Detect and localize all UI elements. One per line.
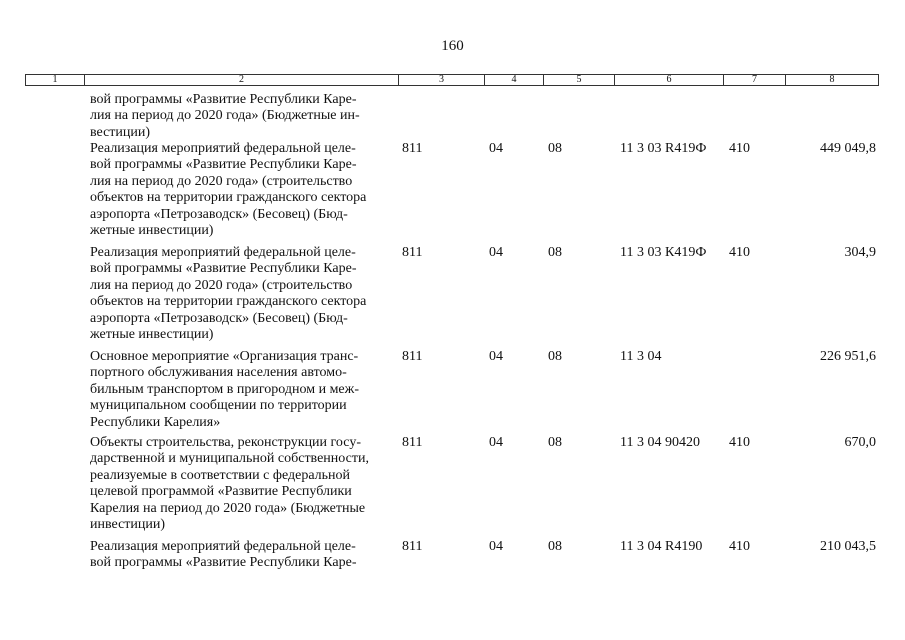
amount: 210 043,5 — [820, 539, 876, 554]
ministry-code: 811 — [402, 141, 423, 156]
row-description: вой программы «Развитие Республики Каре- лия на период до 2020 года» (Бюджетные ин- вестиции) — [90, 92, 360, 140]
target-article-code: 11 3 04 R4190 — [620, 539, 703, 554]
row-description: Реализация мероприятий федеральной целе- вой программы «Развитие Республики Каре- — [90, 539, 357, 571]
ministry-code: 811 — [402, 435, 423, 450]
expense-type-code: 410 — [729, 539, 750, 554]
header-col-3: 3 — [399, 75, 485, 85]
section-code: 04 — [489, 141, 503, 156]
subsection-code: 08 — [548, 141, 562, 156]
target-article-code: 11 3 03 R419Ф — [620, 141, 707, 156]
amount: 449 049,8 — [820, 141, 876, 156]
subsection-code: 08 — [548, 245, 562, 260]
header-col-7: 7 — [724, 75, 786, 85]
ministry-code: 811 — [402, 245, 423, 260]
subsection-code: 08 — [548, 539, 562, 554]
header-col-2: 2 — [85, 75, 399, 85]
section-code: 04 — [489, 245, 503, 260]
header-col-1: 1 — [26, 75, 85, 85]
target-article-code: 11 3 04 90420 — [620, 435, 700, 450]
expense-type-code: 410 — [729, 141, 750, 156]
row-description: Объекты строительства, реконструкции госу- дарственной и муниципальной собственности, реализуемые в соответствии с федеральной целевой программой «Развитие Республики Карелия на период до 2020 года» (Бюджетные инвестиции) — [90, 435, 369, 533]
section-code: 04 — [489, 349, 503, 364]
target-article-code: 11 3 04 — [620, 349, 662, 364]
target-article-code: 11 3 03 К419Ф — [620, 245, 707, 260]
amount: 226 951,6 — [820, 349, 876, 364]
header-col-6: 6 — [615, 75, 724, 85]
amount: 304,9 — [844, 245, 876, 260]
section-code: 04 — [489, 539, 503, 554]
expense-type-code: 410 — [729, 245, 750, 260]
ministry-code: 811 — [402, 349, 423, 364]
section-code: 04 — [489, 435, 503, 450]
header-col-8: 8 — [829, 74, 835, 85]
amount: 670,0 — [844, 435, 876, 450]
row-description: Реализация мероприятий федеральной целе- вой программы «Развитие Республики Каре- лия на период до 2020 года» (строительство объектов на территории гражданского сектора аэропорта «Петрозаводск» (Бесовец) (Бюд- жетные инвестиции) — [90, 245, 367, 343]
subsection-code: 08 — [548, 349, 562, 364]
header-col-4: 4 — [485, 75, 544, 85]
page-number: 160 — [441, 38, 464, 54]
header-col-5: 5 — [544, 75, 615, 85]
subsection-code: 08 — [548, 435, 562, 450]
row-description: Реализация мероприятий федеральной целе- вой программы «Развитие Республики Каре- лия на период до 2020 года» (строительство объектов на территории гражданского сектора аэропорта «Петрозаводск» (Бесовец) (Бюд- жетные инвестиции) — [90, 141, 367, 239]
column-number-header — [25, 74, 879, 86]
expense-type-code: 410 — [729, 435, 750, 450]
row-description: Основное мероприятие «Организация транс- портного обслуживания населения автомо- бильным транспортом в пригородном и меж- муниципальном сообщении по территории Республики Карелия» — [90, 349, 359, 430]
ministry-code: 811 — [402, 539, 423, 554]
